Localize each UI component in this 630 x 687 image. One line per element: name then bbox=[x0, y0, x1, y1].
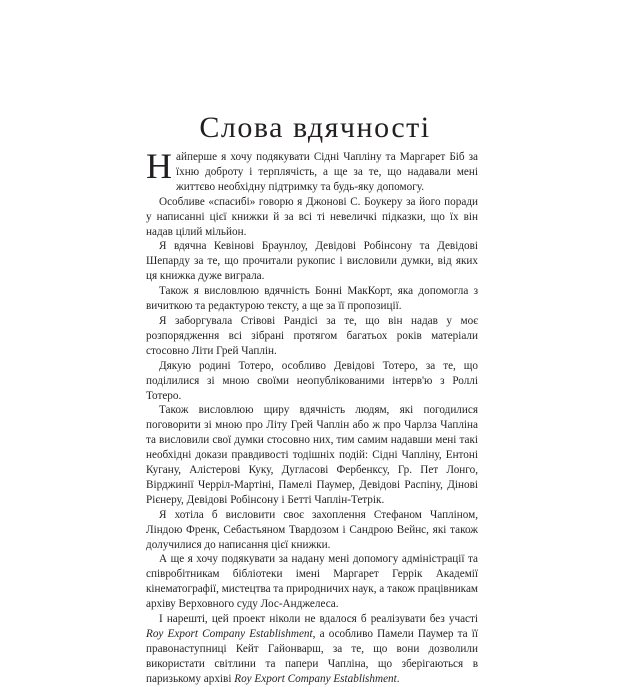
paragraph-6: Дякую родині Тотеро, особливо Девідові Тотеро, за те, що поділилися зі мною своїми неопублікованими інтерв'ю з Роллі Тотеро. bbox=[146, 359, 478, 402]
paragraph-4: Також я висловлюю вдячність Бонні МакКорт, яка допомогла з вичиткою та редактурою тексту, а ще за її пропозиції. bbox=[146, 285, 478, 313]
body-text bbox=[146, 146, 478, 687]
paragraph-10-text-b: , а особливо Памели Паумер та її правонаступниці Кейт Гайонварш, за те, що вони дозволили використати світлини та папери Чапліна, що зберігаються в паризькому архіві bbox=[146, 628, 478, 685]
paragraph-1-text: айперше я хочу подякувати Сідні Чапліну та Маргарет Біб за їхню доброту і терплячість, а ще за те, що надавали мені життєво необхідну підтримку та будь-яку допомогу. bbox=[176, 151, 478, 193]
paragraph-10-text-a: І нарешті, цей проект ніколи не вдалося б реалізувати без участі bbox=[159, 613, 478, 626]
paragraph-10 bbox=[146, 612, 478, 687]
paragraph-9: А ще я хочу подякувати за надану мені допомогу адміністрації та співробітникам бібліотеки імені Маргарет Геррік Академії кінематографії, мистецтва та природничих наук, а також працівникам архіву Верховного суду Лос-Анджелеса. bbox=[146, 553, 478, 611]
paragraph-8: Я хотіла б висловити своє захоплення Стефаном Чапліном, Ліндою Френк, Себастьяном Твардозом і Сандрою Вейнс, які також долучилися до написання цієї книжки. bbox=[146, 508, 478, 551]
paragraph-1 bbox=[146, 146, 478, 195]
paragraph-10-text-c: . bbox=[396, 672, 400, 685]
company-name-italic: Roy Export Company Establishment bbox=[234, 672, 397, 685]
company-name-italic: Roy Export Company Establishment bbox=[146, 628, 313, 640]
paragraph-5: Я заборгувала Стівові Рандісі за те, що він надав у моє розпорядження всі зібрані протягом багатьох років матеріали стосовно Літи Грей Чаплін. bbox=[146, 314, 478, 357]
page-title: Слова вдячності bbox=[199, 111, 431, 144]
paragraph-2: Особливе «спасибі» говорю я Джонові С. Боукеру за його поради у написанні цієї книжки й за всі ті невеличкі підказки, що їх він надав цілий мільйон. bbox=[146, 195, 478, 238]
paragraph-7: Також висловлюю щиру вдячність людям, які погодилися поговорити зі мною про Літу Грей Чаплін або ж про Чарлза Чапліна та висловили свої думки стосовно них, тим самим надавши мені такі необхідні докази правдивості тодішніх подій: Сідні Чапліну, Ентоні Кугану, Алістерові Куку, Дугласові Фербенксу, Гр. Пет Лонго, Вірджинії Черріл-Мартіні, Памелі Паумер, Девідові Распіну, Дінові Рієнеру, Девідові Робінсону і Бетті Чаплін-Тетрік. bbox=[146, 404, 478, 506]
paragraph-3: Я вдячна Кевінові Браунлоу, Девідові Робінсону та Девідові Шепарду за те, що прочитали рукопис і висловили думки, від яких ця книжка дуже виграла. bbox=[146, 240, 478, 283]
drop-cap: Н bbox=[146, 146, 172, 186]
